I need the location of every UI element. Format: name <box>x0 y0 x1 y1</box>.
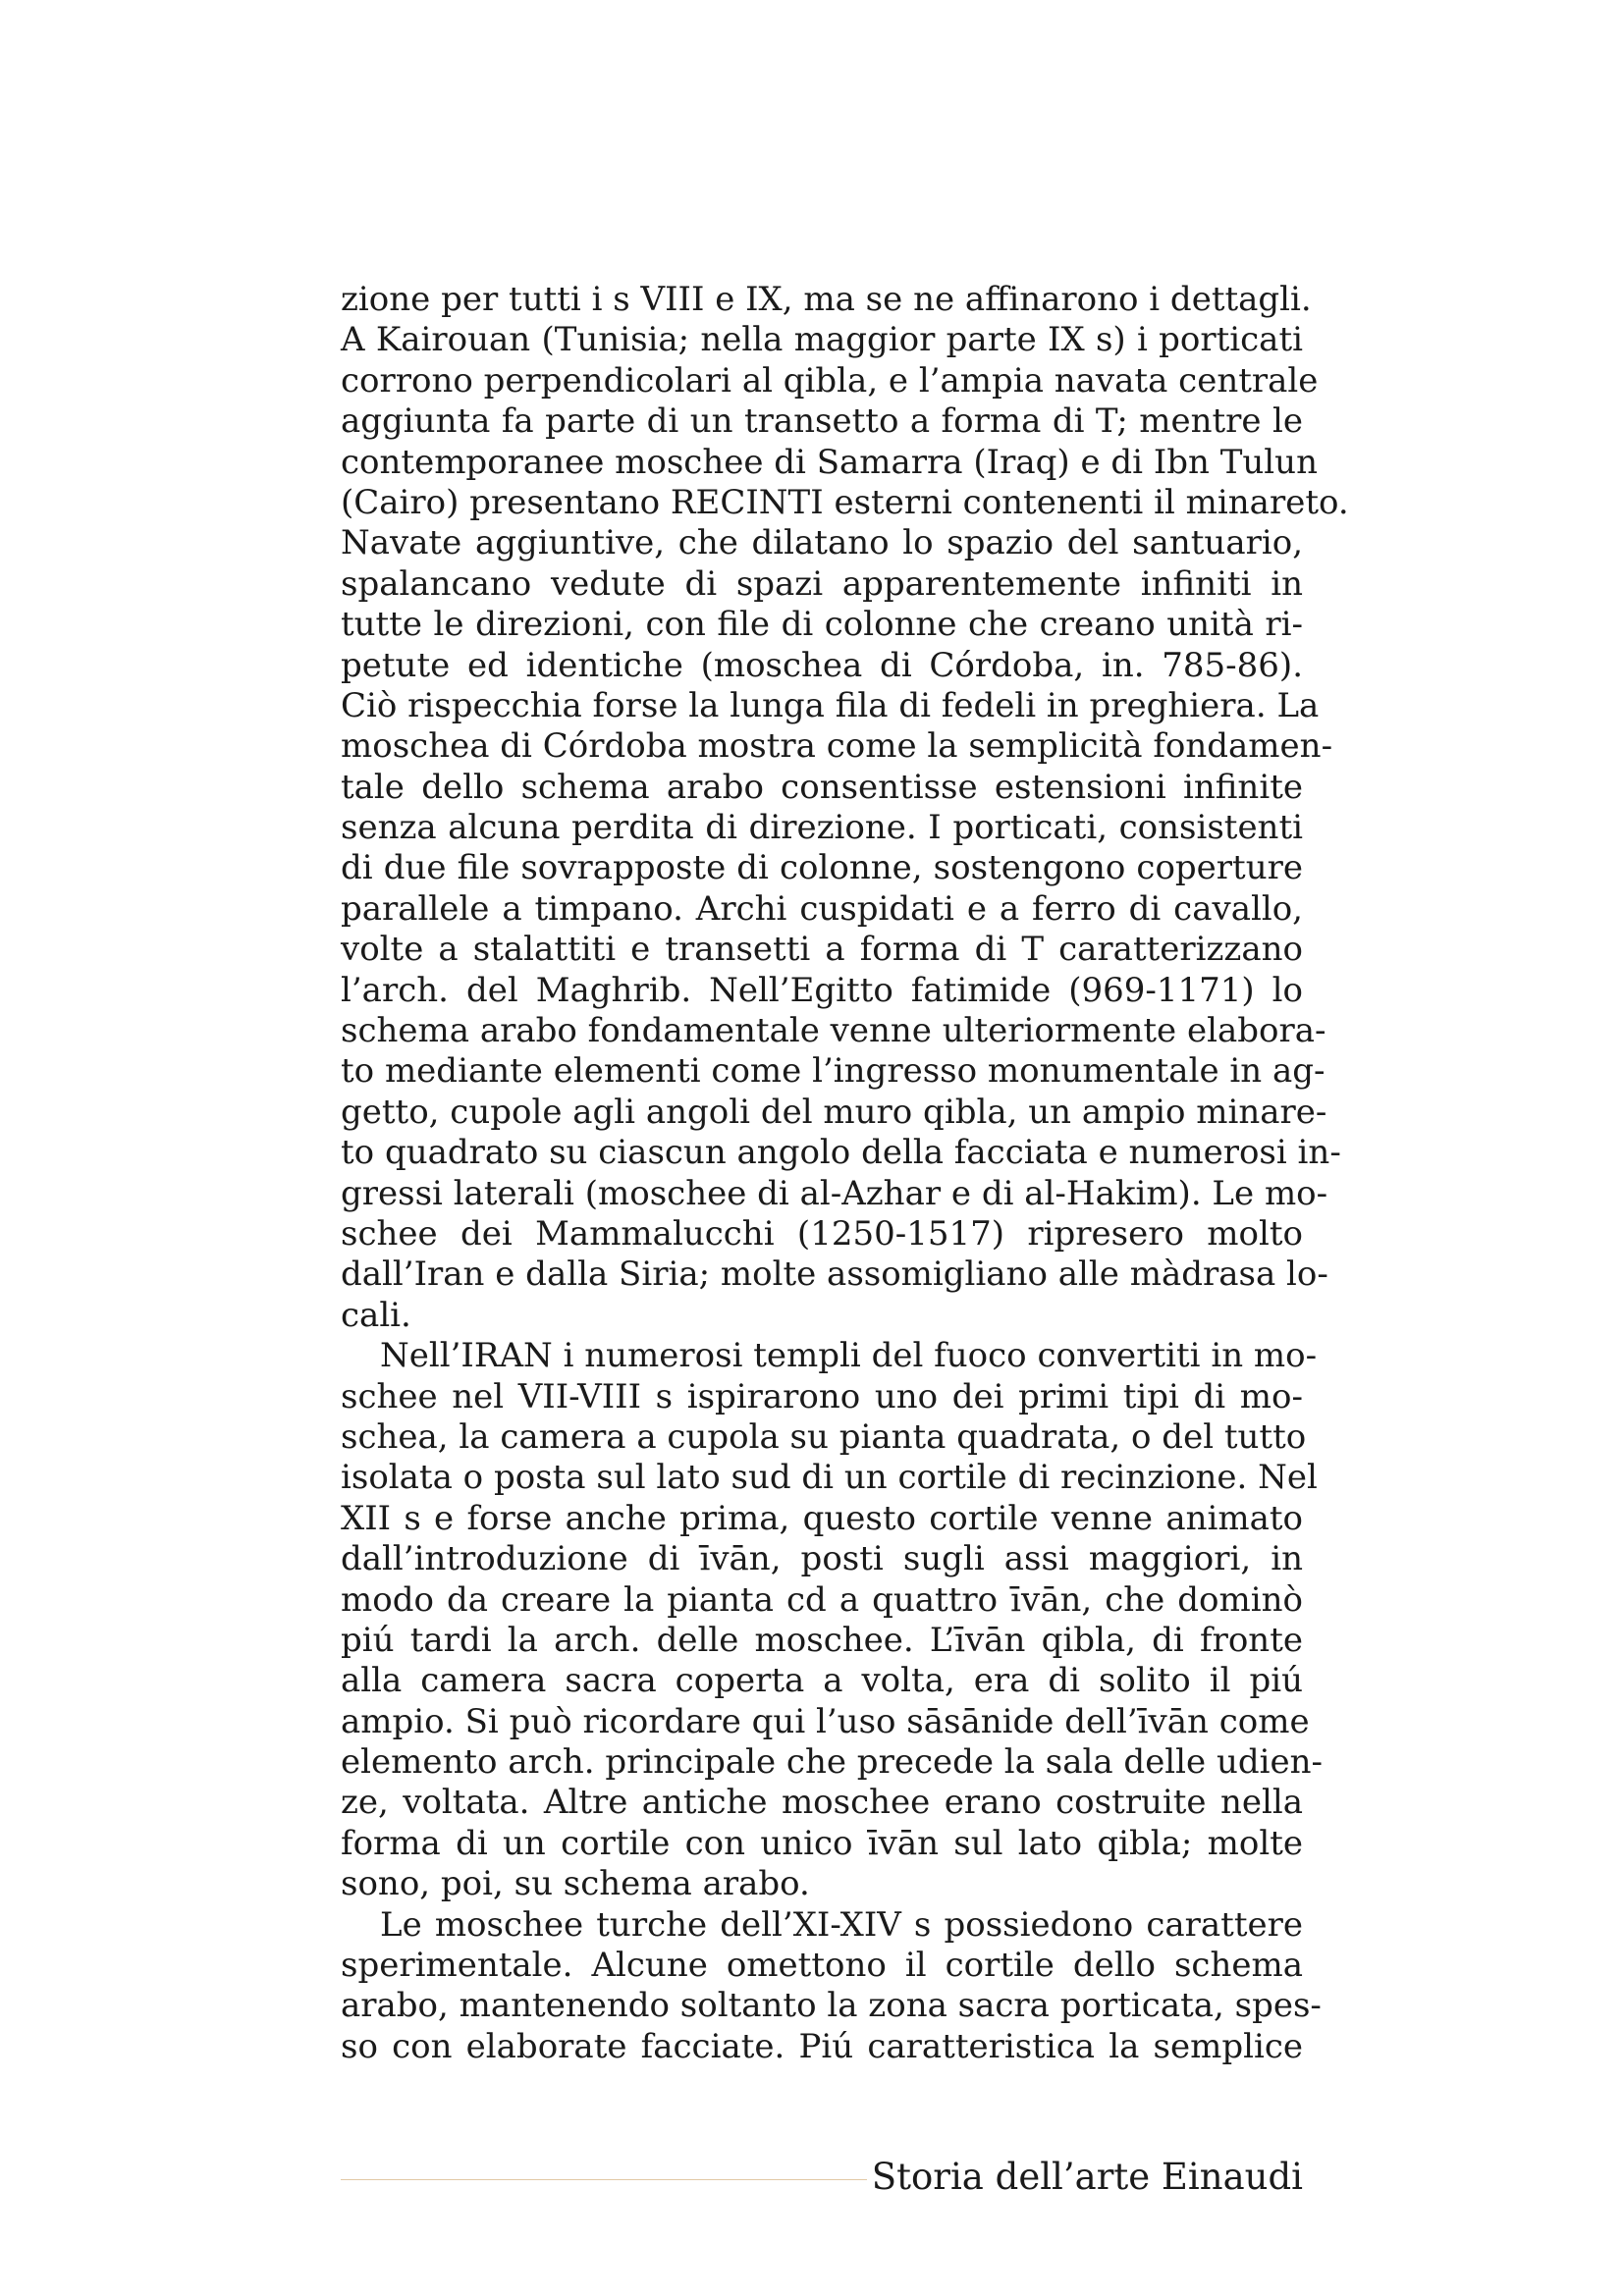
text-line: volte a stalattiti e transetti a forma di T caratterizzano <box>341 930 1303 970</box>
text-line: forma di un cortile con unico īvān sul lato qibla; molte <box>341 1823 1303 1863</box>
text-line: to quadrato su ciascun angolo della facciata e numerosi in- <box>341 1133 1341 1173</box>
text-line: schee nel VII-VIII s ispirarono uno dei primi tipi di mo- <box>341 1376 1303 1416</box>
text-line: schea, la camera a cupola su pianta quadrata, o del tutto <box>341 1416 1307 1457</box>
text-line: cali. <box>341 1295 411 1335</box>
text-line: l’arch. del Maghrib. Nell’Egitto fatimide (969-1171) lo <box>341 970 1303 1010</box>
text-line: moschea di Córdoba mostra come la semplicità fondamen- <box>341 726 1333 767</box>
text-line: sono, poi, su schema arabo. <box>341 1864 810 1904</box>
text-line: getto, cupole agli angoli del muro qibla, un ampio minare- <box>341 1092 1327 1132</box>
text-line: schee dei Mammalucchi (1250-1517) ripresero molto <box>341 1213 1303 1254</box>
text-line: Nell’IRAN i numerosi templi del fuoco convertiti in mo- <box>380 1336 1318 1376</box>
text-line: tale dello schema arabo consentisse estensioni infinite <box>341 767 1303 807</box>
footer-divider <box>341 2179 867 2180</box>
text-line: petute ed identiche (moschea di Córdoba, in. 785-86). <box>341 645 1303 685</box>
text-line: Ciò rispecchia forse la lunga fila di fedeli in preghiera. La <box>341 685 1320 725</box>
text-line: A Kairouan (Tunisia; nella maggior parte IX s) i porticati <box>341 320 1303 360</box>
text-line: senza alcuna perdita di direzione. I porticati, consistenti <box>341 808 1303 848</box>
text-line: parallele a timpano. Archi cuspidati e a ferro di cavallo, <box>341 888 1303 929</box>
text-line: dall’Iran e dalla Siria; molte assomigliano alle màdrasa lo- <box>341 1255 1328 1295</box>
text-line: sperimentale. Alcune omettono il cortile dello schema <box>341 1946 1303 1986</box>
body-text <box>341 280 1349 2067</box>
text-line: Le moschee turche dell’XI-XIV s possiedono carattere <box>380 1904 1303 1945</box>
text-line: dall’introduzione di īvān, posti sugli assi maggiori, in <box>341 1539 1303 1579</box>
text-line: schema arabo fondamentale venne ulteriormente elabora- <box>341 1011 1326 1051</box>
text-line: isolata o posta sul lato sud di un cortile di recinzione. Nel <box>341 1458 1318 1498</box>
text-line: arabo, mantenendo soltanto la zona sacra porticata, spes- <box>341 1986 1322 2026</box>
text-line: di due file sovrapposte di colonne, sostengono coperture <box>341 848 1303 888</box>
text-line: piú tardi la arch. delle moschee. L’īvān qibla, di fronte <box>341 1620 1303 1660</box>
text-line: alla camera sacra coperta a volta, era di solito il piú <box>341 1661 1303 1701</box>
text-line: aggiunta fa parte di un transetto a forma di T; mentre le <box>341 401 1303 442</box>
text-line: elemento arch. principale che precede la sala delle udien- <box>341 1742 1324 1783</box>
text-line: spalancano vedute di spazi apparentemente infiniti in <box>341 563 1303 604</box>
page-footer <box>341 2155 1303 2204</box>
text-line: ze, voltata. Altre antiche moschee erano costruite nella <box>341 1783 1303 1823</box>
text-line: ampio. Si può ricordare qui l’uso sāsānide dell’īvān come <box>341 1701 1310 1741</box>
text-line: tutte le direzioni, con file di colonne che creano unità ri- <box>341 605 1303 645</box>
text-line: gressi laterali (moschee di al-Azhar e di al-Hakim). Le mo- <box>341 1173 1328 1213</box>
footer-title: Storia dell’arte Einaudi <box>871 2156 1303 2198</box>
text-line: so con elaborate facciate. Piú caratteristica la semplice <box>341 2026 1303 2066</box>
text-line: to mediante elementi come l’ingresso monumentale in ag- <box>341 1051 1325 1092</box>
text-line: modo da creare la pianta cd a quattro īvān, che dominò <box>341 1579 1303 1620</box>
text-line: XII s e forse anche prima, questo cortile venne animato <box>341 1498 1303 1538</box>
text-line: Navate aggiuntive, che dilatano lo spazio del santuario, <box>341 523 1303 563</box>
text-line: zione per tutti i s VIII e IX, ma se ne affinarono i dettagli. <box>341 280 1312 319</box>
text-line: corrono perpendicolari al qibla, e l’ampia navata centrale <box>341 360 1319 400</box>
text-line: contemporanee moschee di Samarra (Iraq) e di Ibn Tulun <box>341 442 1318 482</box>
text-line: (Cairo) presentano RECINTI esterni contenenti il minareto. <box>341 482 1349 522</box>
